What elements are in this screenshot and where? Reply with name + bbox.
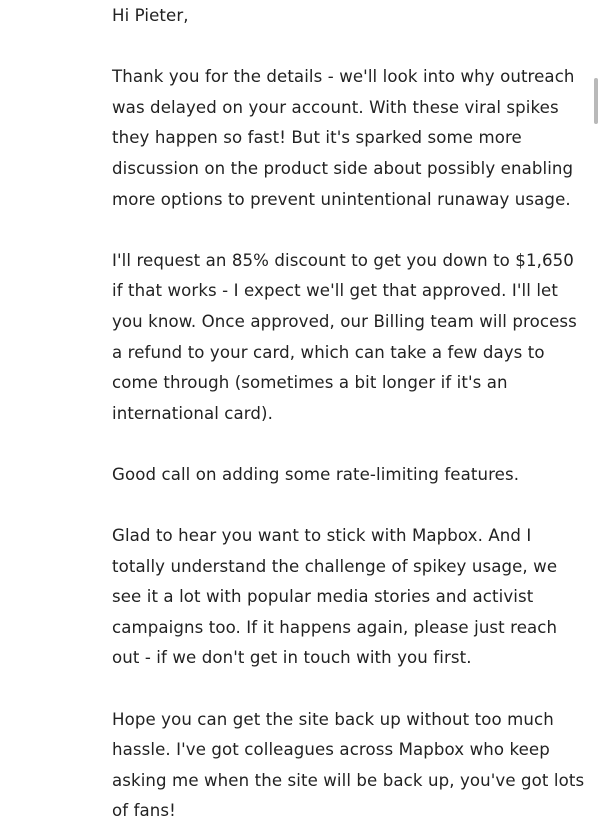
paragraph-spacer [112, 215, 594, 246]
paragraph-line: of fans! [112, 801, 176, 821]
email-greeting: Hi Pieter, [112, 6, 189, 25]
paragraph-line: they happen so fast! But it's sparked some more [112, 128, 522, 148]
paragraph-line: Thank you for the details - we'll look into why outreach [112, 67, 575, 87]
paragraph-line: I'll request an 85% discount to get you down to $1,650 [112, 250, 574, 270]
paragraph-line: hassle. I've got colleagues across Mapbox who keep [112, 740, 550, 760]
email-paragraph-4 [112, 521, 594, 674]
paragraph-line: asking me when the site will be back up, you've got lots [112, 770, 585, 790]
paragraph-line: a refund to your card, which can take a few days to [112, 342, 545, 362]
scrollbar-thumb[interactable] [594, 78, 598, 124]
paragraph-spacer [112, 674, 594, 705]
paragraph-line: international card). [112, 403, 274, 423]
email-body [112, 0, 594, 827]
paragraph-spacer [112, 429, 594, 460]
paragraph-spacer [112, 32, 594, 63]
paragraph-line: Hope you can get the site back up without too much [112, 709, 554, 729]
paragraph-line: Glad to hear you want to stick with Mapbox. And I [112, 526, 532, 546]
email-paragraph-1 [112, 62, 594, 215]
email-paragraph-5 [112, 705, 594, 827]
paragraph-line: more options to prevent unintentional runaway usage. [112, 189, 571, 209]
email-paragraph-2 [112, 246, 594, 430]
paragraph-line: campaigns too. If it happens again, please just reach [112, 617, 558, 637]
paragraph-line: Good call on adding some rate-limiting features. [112, 464, 520, 484]
paragraph-line: if that works - I expect we'll get that approved. I'll let [112, 281, 558, 301]
email-paragraph-3 [112, 460, 594, 491]
paragraph-line: see it a lot with popular media stories and activist [112, 587, 534, 607]
paragraph-line: out - if we don't get in touch with you first. [112, 648, 472, 668]
paragraph-line: totally understand the challenge of spikey usage, we [112, 556, 558, 576]
paragraph-spacer [112, 491, 594, 522]
paragraph-line: was delayed on your account. With these viral spikes [112, 97, 559, 117]
paragraph-line: come through (sometimes a bit longer if it's an [112, 373, 508, 393]
paragraph-line: discussion on the product side about possibly enabling [112, 158, 574, 178]
paragraph-line: you know. Once approved, our Billing team will process [112, 311, 577, 331]
